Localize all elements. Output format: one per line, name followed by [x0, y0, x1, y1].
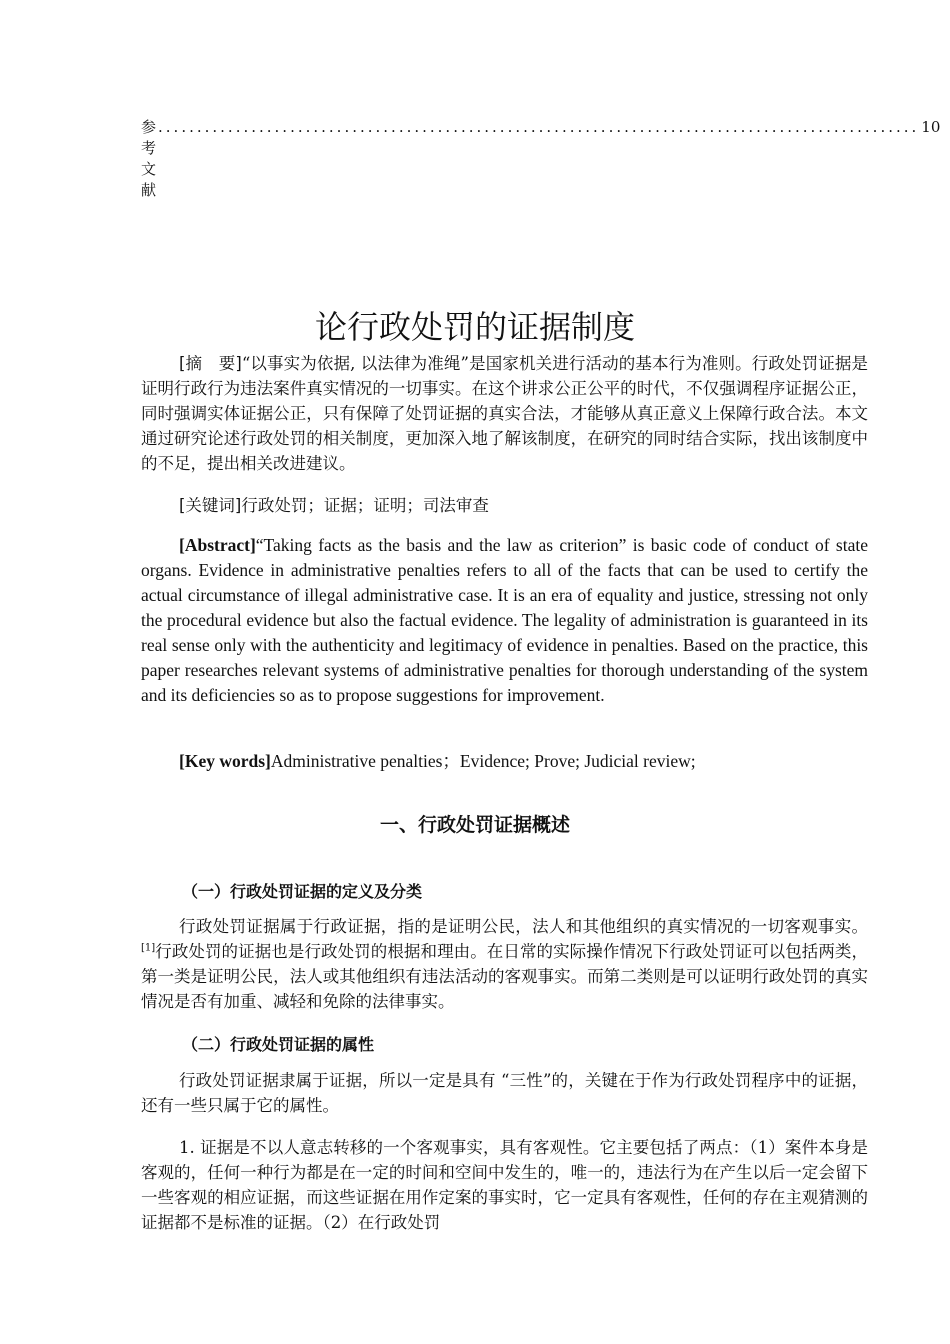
toc-entry-references[interactable] — [141, 116, 941, 199]
toc-label: 参考文献 — [141, 118, 157, 199]
citation-1[interactable]: [1] — [141, 942, 156, 954]
keywords-en-label: [Key words] — [179, 751, 271, 771]
toc-leader-dots: .................................................................................................. — [158, 118, 920, 136]
abstract-en-label: [Abstract] — [179, 535, 256, 555]
para-text-a: 行政处罚证据属于行政证据，指的是证明公民，法人和其他组织的真实情况的一切客观事实。 — [179, 917, 868, 936]
subsection-1-heading: （一）行政处罚证据的定义及分类 — [182, 882, 423, 901]
abstract-en — [141, 533, 868, 708]
section-1-heading: 一、行政处罚证据概述 — [379, 814, 570, 836]
keywords-cn — [141, 493, 868, 518]
paper-title: 论行政处罚的证据制度 — [314, 308, 635, 346]
subsection-2-paragraph-2: 1. 证据是不以人意志转移的一个客观事实，具有客观性。它主要包括了两点：（1）案件本身是客观的，任何一种行为都是在一定的时间和空间中发生的，唯一的，违法行为在产生以后一定会留下一些客观的相应证据，而这些证据在用作定案的事实时，它一定具有客观性，任何的存在主观猜测的证据都不是标准的证据。（2）在行政处罚 — [141, 1138, 868, 1232]
toc-page-number: 10 — [921, 118, 941, 136]
subsection-2-paragraph-1: 行政处罚证据隶属于证据，所以一定是具有 “三性”的，关键在于作为行政处罚程序中的证据，还有一些只属于它的属性。 — [141, 1071, 868, 1115]
abstract-cn-label: [摘 要] — [179, 354, 242, 373]
keywords-cn-text: 行政处罚；证据；证明；司法审查 — [241, 496, 489, 515]
abstract-cn-text: “以事实为依据, 以法律为准绳”是国家机关进行活动的基本行为准则。行政处罚证据是证明行政行为违法案件真实情况的一切事实。在这个讲求公正公平的时代，不仅强调程序证据公正，同时强调实体证据公正，只有保障了处罚证据的真实合法，才能够从真正意义上保障行政合法。本文通过研究论述行政处罚的相关制度，更加深入地了解该制度，在研究的同时结合实际，找出该制度中的不足，提出相关改进建议。 — [141, 354, 868, 473]
subsection-1-paragraph — [141, 914, 868, 1014]
keywords-en-text: Administrative penalties；Evidence; Prove; Judicial review; — [270, 751, 696, 771]
para-text-b: 行政处罚的证据也是行政处罚的根据和理由。在日常的实际操作情况下行政处罚证可以包括两类，第一类是证明公民，法人或其他组织有违法活动的客观事实。而第二类则是可以证明行政处罚的真实情况是否有加重、减轻和免除的法律事实。 — [141, 942, 868, 1011]
keywords-cn-label: [关键词] — [179, 496, 242, 515]
abstract-cn — [141, 351, 868, 476]
subsection-2-heading: （二）行政处罚证据的属性 — [182, 1035, 375, 1054]
abstract-en-text: “Taking facts as the basis and the law as criterion” is basic code of conduct of state organs. Evidence in administrative penalties refers to all of the facts that can be used to certify the actual circumstance of illegal administrative case. It is an era of equality and justice, stressing not only the procedural evidence but also the factual evidence. The legality of administration is guaranteed in its real sense only with the authenticity and legitimacy of evidence in penalties. Based on the practice, this paper researches relevant systems of administrative penalties for thorough understanding of the system and its deficiencies so as to propose suggestions for improvement. — [141, 535, 868, 705]
keywords-en — [141, 749, 868, 774]
